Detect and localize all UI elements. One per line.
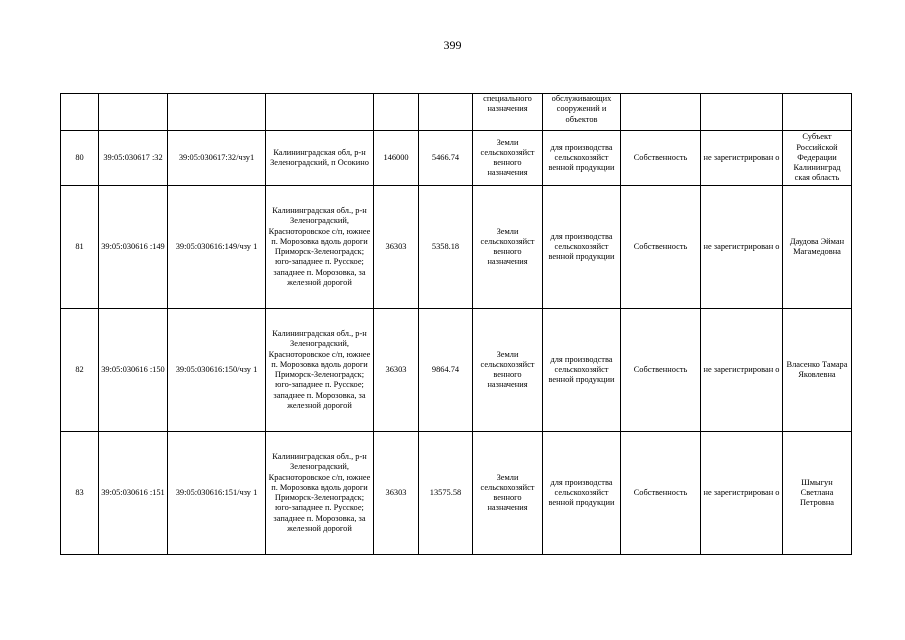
cell-encumbrance: не зарегистрирован о [701, 309, 783, 432]
cell-cadastral: 39:05:030617 :32 [99, 131, 168, 186]
cell-code: 36303 [374, 309, 419, 432]
cell-area: 13575.58 [419, 432, 473, 555]
cell-area [419, 94, 473, 131]
cell-right: Собственность [621, 432, 701, 555]
cell-subplot [168, 94, 266, 131]
cell-code: 36303 [374, 432, 419, 555]
cell-code: 146000 [374, 131, 419, 186]
table-row-continuation [61, 94, 852, 131]
cell-usage: обслуживающих сооружений и объектов [543, 94, 621, 131]
page-number: 399 [443, 38, 462, 52]
cell-address: Калининградская обл, р-н Зеленоградский, п Осокино [266, 131, 374, 186]
cell-encumbrance: не зарегистрирован о [701, 131, 783, 186]
cell-area: 9864.74 [419, 309, 473, 432]
table-row [61, 186, 852, 309]
cell-area: 5466.74 [419, 131, 473, 186]
cell-category: Земли сельскохозяйст венного назначения [473, 131, 543, 186]
cell-code: 36303 [374, 186, 419, 309]
cell-cadastral [99, 94, 168, 131]
cell-usage: для производства сельскохозяйст венной продукции [543, 131, 621, 186]
cell-category: Земли сельскохозяйст венного назначения [473, 309, 543, 432]
cell-right: Собственность [621, 131, 701, 186]
cell-number: 81 [61, 186, 99, 309]
cell-address: Калининградская обл., р-н Зеленоградский, Красноторовское с/п, южнее п. Морозовка вдоль дороги Приморск-Зеленоградск; юго-западнее п. Русское; западнее п. Морозовка, за железной дорогой [266, 309, 374, 432]
land-registry-table [60, 93, 852, 555]
cell-owner: Власенко Тамара Яковлевна [783, 309, 852, 432]
cell-number: 80 [61, 131, 99, 186]
cell-encumbrance: не зарегистрирован о [701, 432, 783, 555]
cell-address [266, 94, 374, 131]
cell-cadastral: 39:05:030616 :150 [99, 309, 168, 432]
cell-owner: Даудова Эйман Магамедовна [783, 186, 852, 309]
cell-cadastral: 39:05:030616 :149 [99, 186, 168, 309]
cell-usage: для производства сельскохозяйст венной продукции [543, 432, 621, 555]
cell-encumbrance: не зарегистрирован о [701, 186, 783, 309]
cell-right [621, 94, 701, 131]
cell-category: Земли сельскохозяйст венного назначения [473, 186, 543, 309]
cell-number: 83 [61, 432, 99, 555]
table-row [61, 309, 852, 432]
cell-number: 82 [61, 309, 99, 432]
cell-subplot: 39:05:030616:149/чзу 1 [168, 186, 266, 309]
cell-code [374, 94, 419, 131]
table-row [61, 131, 852, 186]
cell-category: Земли сельскохозяйст венного назначения [473, 432, 543, 555]
cell-usage: для производства сельскохозяйст венной продукции [543, 186, 621, 309]
cell-address: Калининградская обл., р-н Зеленоградский, Красноторовское с/п, южнее п. Морозовка вдоль дороги Приморск-Зеленоградск; юго-западнее п. Русское; западнее п. Морозовка, за железной дорогой [266, 186, 374, 309]
cell-owner: Субъект Российской Федерации Калининград ская область [783, 131, 852, 186]
cell-owner: Шмыгун Светлана Петровна [783, 432, 852, 555]
table-row [61, 432, 852, 555]
cell-address: Калининградская обл., р-н Зеленоградский, Красноторовское с/п, южнее п. Морозовка вдоль дороги Приморск-Зеленоградск; юго-западнее п. Русское; западнее п. Морозовка, за железной дорогой [266, 432, 374, 555]
cell-subplot: 39:05:030617:32/чзу1 [168, 131, 266, 186]
cell-right: Собственность [621, 309, 701, 432]
cell-subplot: 39:05:030616:151/чзу 1 [168, 432, 266, 555]
cell-area: 5358.18 [419, 186, 473, 309]
cell-subplot: 39:05:030616:150/чзу 1 [168, 309, 266, 432]
cell-encumbrance [701, 94, 783, 131]
cell-usage: для производства сельскохозяйст венной продукции [543, 309, 621, 432]
cell-number [61, 94, 99, 131]
cell-cadastral: 39:05:030616 :151 [99, 432, 168, 555]
cell-category: специального назначения [473, 94, 543, 131]
cell-right: Собственность [621, 186, 701, 309]
cell-owner [783, 94, 852, 131]
